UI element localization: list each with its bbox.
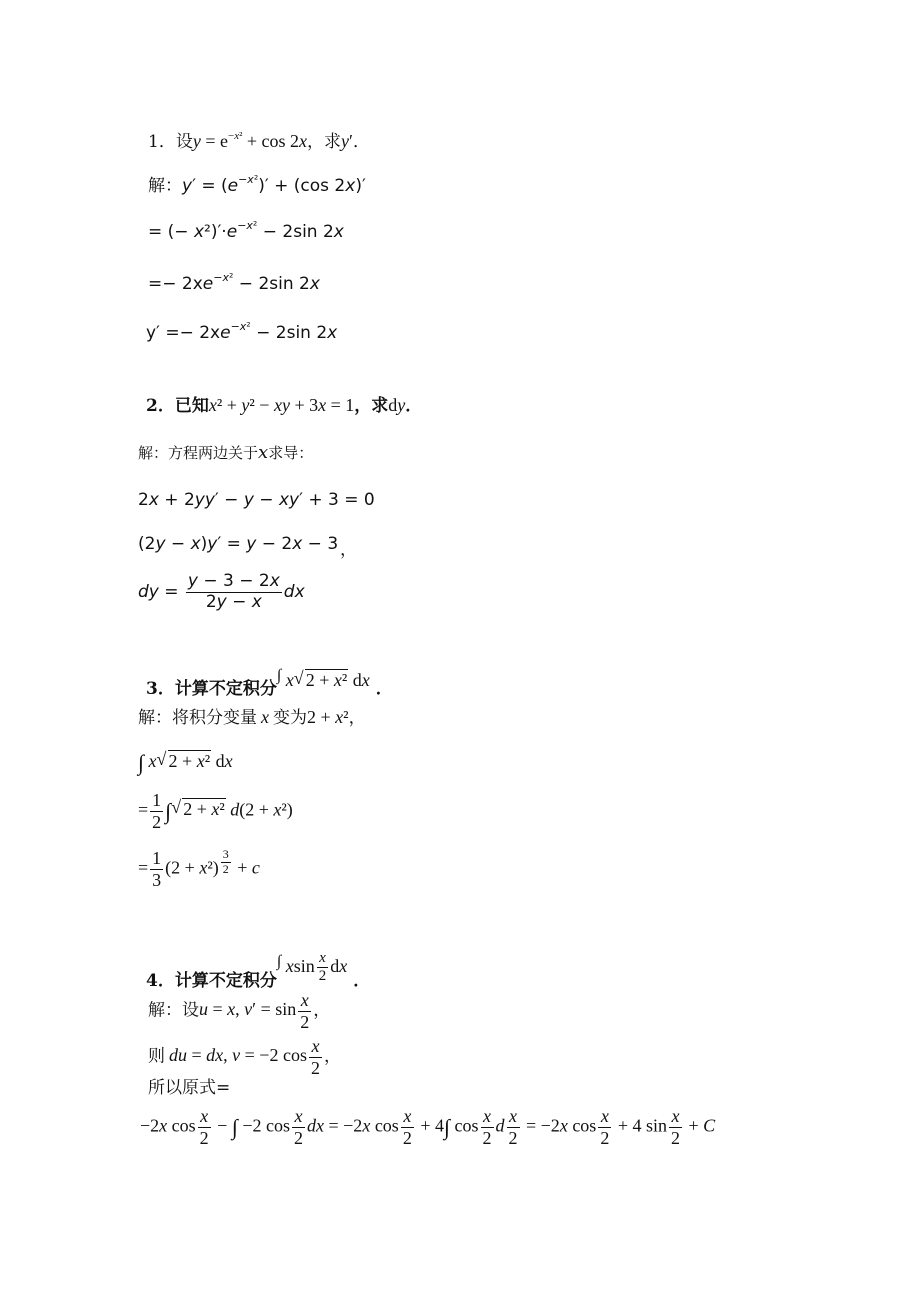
problem-4-then-expr: du = dx, v = −2 cos $\frac{x}{2}$: [169, 1036, 320, 1078]
problem-3-step-3: = $\frac{1}{3}$ (2 + x²) $^{\frac{3}{2}}$ + c: [138, 847, 260, 890]
problem-3-answer-var: x: [261, 707, 269, 727]
problem-1-number: 1．: [148, 132, 176, 152]
problem-4-then-end: ，: [323, 1046, 341, 1067]
problem-1-prefix: 设: [175, 132, 193, 152]
problem-2-step-1: 2x + 2yy′ − y − xy′ + 3 = 0: [138, 490, 375, 510]
problem-2-statement: [146, 396, 422, 415]
problem-1-mid: ，求: [307, 132, 342, 152]
problem-2-given: x² + y² − xy + 3x = 1: [208, 395, 355, 415]
problem-3-statement: [146, 668, 393, 698]
problem-4-then-line: [148, 1036, 341, 1078]
problem-3-step-2: = $\frac{1}{2}$ ∫√ 2 + x² d(2 + x²): [138, 790, 293, 832]
problem-1-given: $y = e^{-x^2} + \cos 2x$: [192, 130, 308, 151]
problem-3-step-1: ∫ x√ 2 + x² dx: [138, 752, 233, 774]
problem-2-answer-intro: [138, 444, 313, 462]
problem-1-step-3: =− $2xe^{-x^2} - 2\sin$ 2x: [148, 271, 320, 294]
problem-2-step-comma: ，: [340, 540, 357, 560]
problem-4-statement: [146, 950, 370, 990]
problem-4-given: ∫ xsin $\frac{x}{2}$ dx: [276, 950, 348, 985]
problem-1-statement: [148, 132, 370, 151]
problem-1-end: ．: [352, 132, 370, 152]
problem-4-then-label: 则: [148, 1046, 165, 1067]
problem-2-fraction: $\frac{y - 3 - 2x}{2y - x}$: [187, 571, 280, 612]
problem-2-answer-text-b: 求导：: [268, 444, 314, 462]
problem-4-set-expr: u = x, v′ = sin $\frac{x}{2}$: [199, 990, 310, 1032]
problem-2-number: 2．: [146, 396, 175, 416]
problem-2-answer-text-a: 方程两边关于: [168, 444, 259, 462]
problem-2-answer-label: 解：: [138, 444, 169, 462]
problem-2-mid: ，求: [354, 396, 389, 416]
problem-2-step-2: (2y − x)y′ = y − 2x − 3: [138, 534, 339, 554]
problem-3-answer-text-b: 变为: [273, 708, 307, 728]
problem-2-end: ．: [405, 396, 423, 416]
problem-2-answer-var: x: [258, 442, 269, 463]
problem-4-number: 4．: [146, 970, 175, 991]
problem-4-set-line: [148, 990, 330, 1032]
problem-2-step-3: dy = $\frac{y - 3 - 2x}{2y - x}$ dx: [138, 571, 305, 612]
problem-3-answer-expr: 2 + x²: [307, 707, 349, 727]
problem-1-step-4: $y' =- 2xe^{-x^2} - 2\sin$ 2x: [146, 320, 338, 343]
problem-3-answer-end: ，: [348, 708, 366, 728]
problem-3-answer-label: 解：: [138, 708, 172, 728]
problem-3-given: ∫ x√ 2 + x² dx: [277, 670, 370, 690]
problem-1-step-1-math: $y' = (e^{-x^2})' + (\cos$ 2x)′: [182, 173, 366, 196]
problem-3-number: 3．: [146, 679, 175, 699]
problem-3-end: ．: [375, 679, 393, 699]
problem-4-answer-label: 解：: [148, 1000, 182, 1021]
problem-4-end: ．: [353, 970, 371, 991]
problem-1-step-1: [148, 173, 366, 196]
problem-4-final: −2x cos $\frac{x}{2}$ − ∫ −2 cos $\frac{x}{2}$ dx = −2x cos $\frac{x}{2}$ + 4∫ cos $\frac{x}{2}$ d $\frac{x}{2}$ = −2x cos $\frac{x}{2}$ + 4 sin $\frac{x}{2}$ + C: [140, 1106, 716, 1148]
problem-4-conclude: 所以原式=: [148, 1078, 231, 1098]
problem-4-prefix: 计算不定积分: [174, 970, 277, 991]
problem-1-answer-label: 解：: [148, 176, 182, 196]
problem-1-step-2: = (− $x^2)'\cdot e^{-x^2} - 2\sin$ 2x: [148, 219, 344, 242]
problem-2-prefix: 已知: [174, 396, 209, 416]
problem-2-target: dy: [388, 395, 406, 415]
problem-3-answer-intro: [138, 708, 366, 727]
problem-1-target: y′: [341, 131, 353, 151]
problem-3-prefix: 计算不定积分: [174, 679, 277, 699]
problem-4-answer-text: 设: [182, 1000, 199, 1021]
problem-4-set-end: ，: [313, 1000, 331, 1021]
problem-3-answer-text: 将积分变量: [172, 708, 257, 728]
